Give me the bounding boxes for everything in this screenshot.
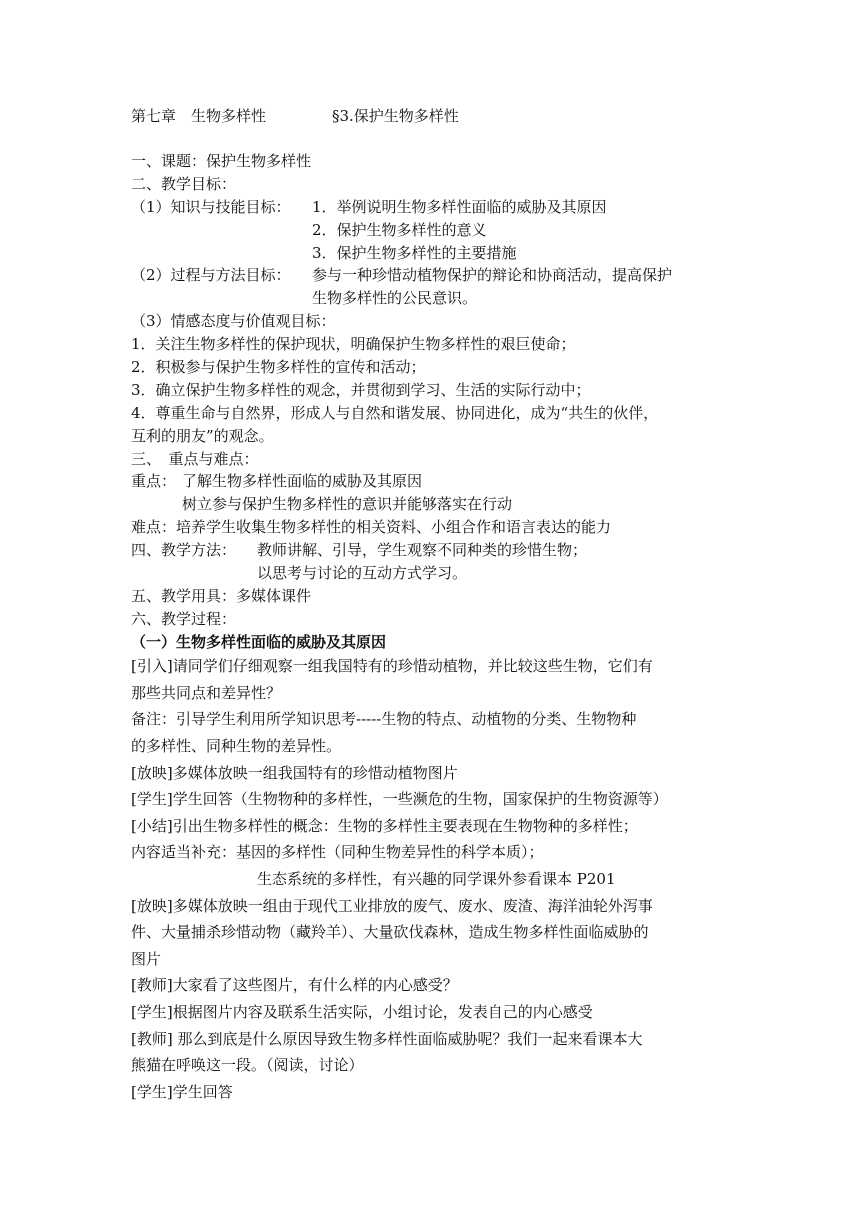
goal1-item: 2．保护生物多样性的意义 xyxy=(312,221,487,239)
body-line: 的多样性、同种生物的差异性。 xyxy=(131,737,342,755)
body-line: [学生]根据图片内容及联系生活实际，小组讨论，发表自己的内心感受 xyxy=(131,1003,593,1021)
body-line: 图片 xyxy=(131,950,162,968)
chapter-title: 第七章 生物多样性 xyxy=(131,107,267,125)
tools-line: 五、教学用具：多媒体课件 xyxy=(131,587,312,605)
body-line: 备注：引导学生利用所学知识思考-----生物的特点、动植物的分类、生物物种 xyxy=(131,710,637,728)
goal2-line: 生物多样性的公民意识。 xyxy=(312,289,478,307)
goal3-item: 3．确立保护生物多样性的观念，并贯彻到学习、生活的实际行动中； xyxy=(131,381,591,399)
body-line: 那些共同点和差异性？ xyxy=(131,684,282,702)
section-title: §3.保护生物多样性 xyxy=(332,107,459,125)
goal2-line: 参与一种珍惜动植物保护的辩论和协商活动，提高保护 xyxy=(312,266,673,284)
body-line: [放映]多媒体放映一组由于现代工业排放的废气、废水、废渣、海洋油轮外泻事 xyxy=(131,897,653,915)
key-line: 树立参与保护生物多样性的意识并能够落实在行动 xyxy=(182,495,513,513)
key-label: 重点： xyxy=(131,472,177,490)
goal3-item: 4．尊重生命与自然界，形成人与自然和谐发展、协同进化，成为“共生的伙伴， xyxy=(131,404,659,422)
goal2-label: （2）过程与方法目标： xyxy=(131,266,291,284)
process-heading: 六、教学过程： xyxy=(131,610,237,628)
difficulty-line: 难点：培养学生收集生物多样性的相关资料、小组合作和语言表达的能力 xyxy=(131,518,612,536)
goal3-item: 互利的朋友”的观念。 xyxy=(131,427,274,445)
body-line: 生态系统的多样性，有兴趣的同学课外参看课本 P201 xyxy=(257,870,616,888)
body-line: [小结]引出生物多样性的概念：生物的多样性主要表现在生物物种的多样性； xyxy=(131,817,638,835)
topic-line: 一、课题：保护生物多样性 xyxy=(131,152,312,170)
goal3-item: 1．关注生物多样性的保护现状，明确保护生物多样性的艰巨使命； xyxy=(131,335,576,353)
goal3-label: （3）情感态度与价值观目标： xyxy=(131,312,336,330)
body-line: [教师] 那么到底是什么原因导致生物多样性面临威胁呢？我们一起来看课本大 xyxy=(131,1030,643,1048)
body-line: [引入]请同学们仔细观察一组我国特有的珍惜动植物，并比较这些生物，它们有 xyxy=(131,657,653,675)
goal1-label: （1）知识与技能目标： xyxy=(131,198,291,216)
key-line: 了解生物多样性面临的威胁及其原因 xyxy=(182,472,423,490)
body-line: 件、大量捕杀珍惜动物（藏羚羊）、大量砍伐森林，造成生物多样性面临威胁的 xyxy=(131,923,649,941)
goal1-item: 3．保护生物多样性的主要措施 xyxy=(312,244,517,262)
goal3-item: 2．积极参与保护生物多样性的宣传和活动； xyxy=(131,358,426,376)
body-line: [学生]学生回答 xyxy=(131,1083,233,1101)
methods-line: 以思考与讨论的互动方式学习。 xyxy=(257,564,468,582)
body-line: 内容适当补充：基因的多样性（同种生物差异性的科学本质）； xyxy=(131,843,544,861)
goals-heading: 二、教学目标： xyxy=(131,175,237,193)
keypoints-heading: 三、 重点与难点： xyxy=(131,450,259,468)
body-line: [学生]学生回答（生物物种的多样性，一些濒危的生物，国家保护的生物资源等） xyxy=(131,790,668,808)
body-line: [放映]多媒体放映一组我国特有的珍惜动植物图片 xyxy=(131,764,458,782)
methods-line: 教师讲解、引导，学生观察不同种类的珍惜生物； xyxy=(257,541,588,559)
methods-label: 四、教学方法： xyxy=(131,541,237,559)
goal1-item: 1．举例说明生物多样性面临的威胁及其原因 xyxy=(312,198,607,216)
section1-heading: （一）生物多样性面临的威胁及其原因 xyxy=(131,633,387,651)
body-line: [教师]大家看了这些图片，有什么样的内心感受？ xyxy=(131,976,458,994)
body-line: 熊猫在呼唤这一段。（阅读，讨论） xyxy=(131,1056,364,1074)
